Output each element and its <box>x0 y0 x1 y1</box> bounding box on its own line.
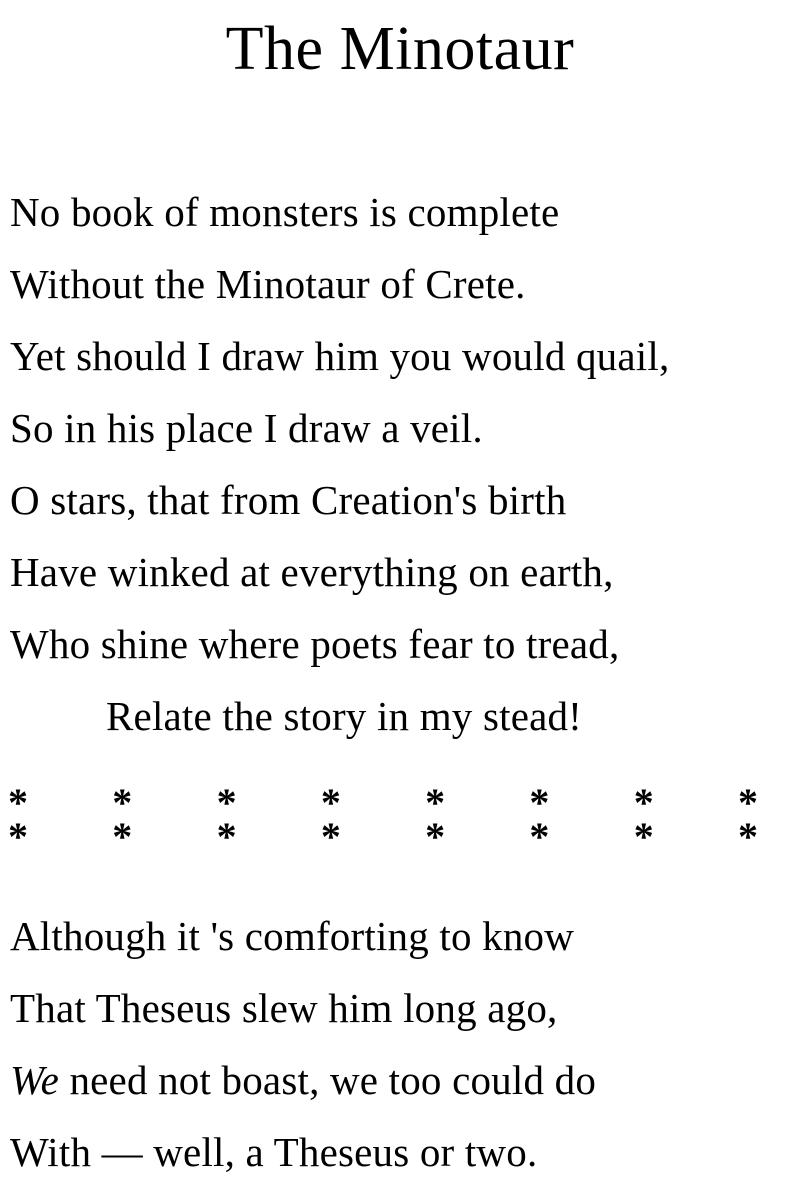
poem-line-italic-start <box>10 1044 800 1116</box>
asterisk-icon: * <box>216 780 237 825</box>
poem-line-rest: need not boast, we too could do <box>59 1057 597 1103</box>
asterisk-icon: * <box>529 780 550 825</box>
poem-line: O stars, that from Creation's birth <box>10 477 567 523</box>
asterisk-icon: * <box>8 780 28 825</box>
asterisk-icon: * <box>425 780 446 825</box>
stanza-first <box>0 176 800 752</box>
asterisk-icon: * <box>112 814 133 859</box>
asterisk-icon: * <box>529 814 550 859</box>
poem-line: That Theseus slew him long ago, <box>10 985 558 1031</box>
page-title: The Minotaur <box>225 15 575 83</box>
poem-line: Although it 's comforting to know <box>10 913 575 959</box>
poem-line: Yet should I draw him you would quail, <box>10 333 670 379</box>
asterisk-icon: * <box>633 814 654 859</box>
divider-row <box>4 814 796 859</box>
section-divider <box>0 780 800 859</box>
poem-line: No book of monsters is complete <box>10 189 560 235</box>
poem-line: Have winked at everything on earth, <box>10 549 614 595</box>
asterisk-icon: * <box>737 780 758 825</box>
asterisk-icon: * <box>216 814 237 859</box>
stanza-second <box>0 900 800 1188</box>
asterisk-icon: * <box>112 780 133 825</box>
poem-line: Who shine where poets fear to tread, <box>10 621 620 667</box>
asterisk-icon: * <box>320 780 341 825</box>
asterisk-icon: * <box>633 780 654 825</box>
poem-line: With — well, a Theseus or two. <box>10 1129 538 1175</box>
asterisk-icon: * <box>425 814 446 859</box>
asterisk-icon: * <box>8 814 28 859</box>
poem-line: So in his place I draw a veil. <box>10 405 483 451</box>
poem-line: Relate the story in my stead! <box>106 693 583 739</box>
asterisk-icon: * <box>320 814 341 859</box>
poem-line: Without the Minotaur of Crete. <box>10 261 526 307</box>
italic-word: We <box>10 1057 59 1103</box>
asterisk-icon: * <box>737 814 758 859</box>
poem-page <box>0 10 800 1175</box>
